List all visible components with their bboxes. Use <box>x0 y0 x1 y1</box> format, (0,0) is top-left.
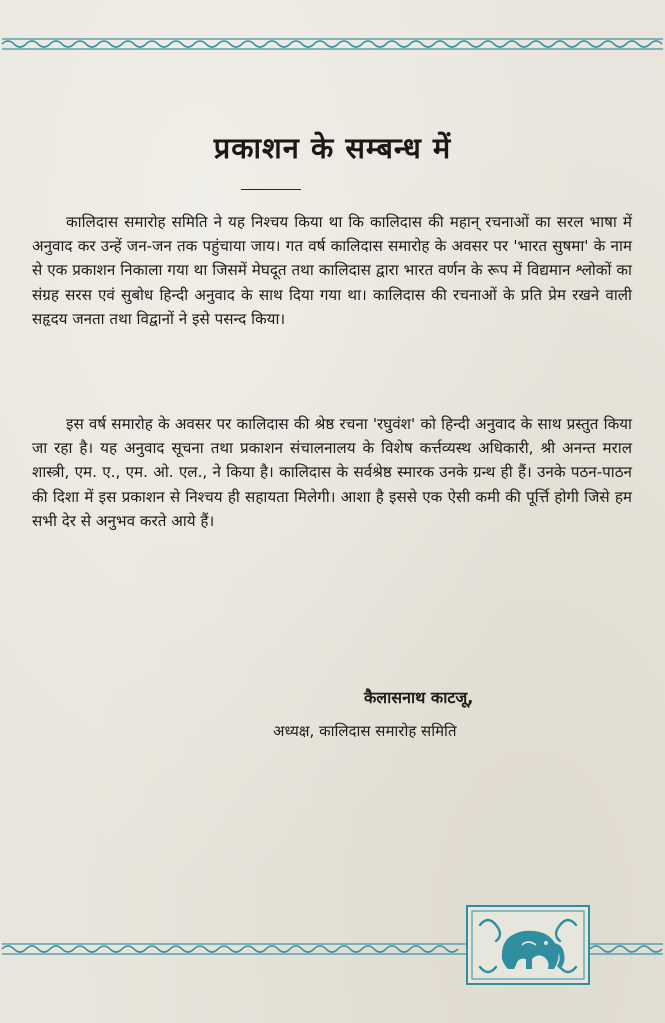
paragraph-1: कालिदास समारोह समिति ने यह निश्चय किया था कि कालिदास की महान् रचनाओं का सरल भाषा में अनुवाद कर उन्हें जन-जन तक पहुंचाया जाय। गत वर्ष कालिदास समारोह के अवसर पर 'भारत सुषमा' के नाम से एक प्रकाशन निकाला गया था जिसमें मेघदूत तथा कालिदास द्वारा भारत वर्णन के रूप में विद्यमान श्लोकों का संग्रह सरस एवं सुबोध हिन्दी अनुवाद के साथ दिया गया था। कालिदास की रचनाओं के प्रति प्रेम रखने वाली सहृदय जनता तथा विद्वानों ने इसे पसन्द किया। <box>32 213 632 328</box>
paragraph-2: इस वर्ष समारोह के अवसर पर कालिदास की श्रेष्ठ रचना 'रघुवंश' को हिन्दी अनुवाद के साथ प्रस्तुत किया जा रहा है। यह अनुवाद सूचना तथा प्रकाशन संचालनालय के विशेष कर्त्तव्यस्थ अधिकारी, श्री अनन्त मराल शास्त्री, एम. ए., एम. ओ. एल., ने किया है। कालिदास के सर्वश्रेष्ठ स्मारक उनके ग्रन्थ ही हैं। उनके पठन-पाठन की दिशा में इस प्रकाशन से निश्चय ही सहायता मिलेगी। आशा है इससे एक ऐसी कमी की पूर्त्ति होगी जिसे हम सभी देर से अनुभव करते आये हैं। <box>32 415 632 530</box>
signatory-name: कैलासनाथ काटजू, <box>364 688 474 707</box>
title-underline-divider <box>241 189 301 190</box>
top-ornamental-border <box>0 36 665 52</box>
page-title: प्रकाशन के सम्बन्ध में <box>213 131 452 165</box>
elephant-emblem-icon <box>466 905 590 985</box>
signatory-designation: अध्यक्ष, कालिदास समारोह समिति <box>273 722 457 740</box>
